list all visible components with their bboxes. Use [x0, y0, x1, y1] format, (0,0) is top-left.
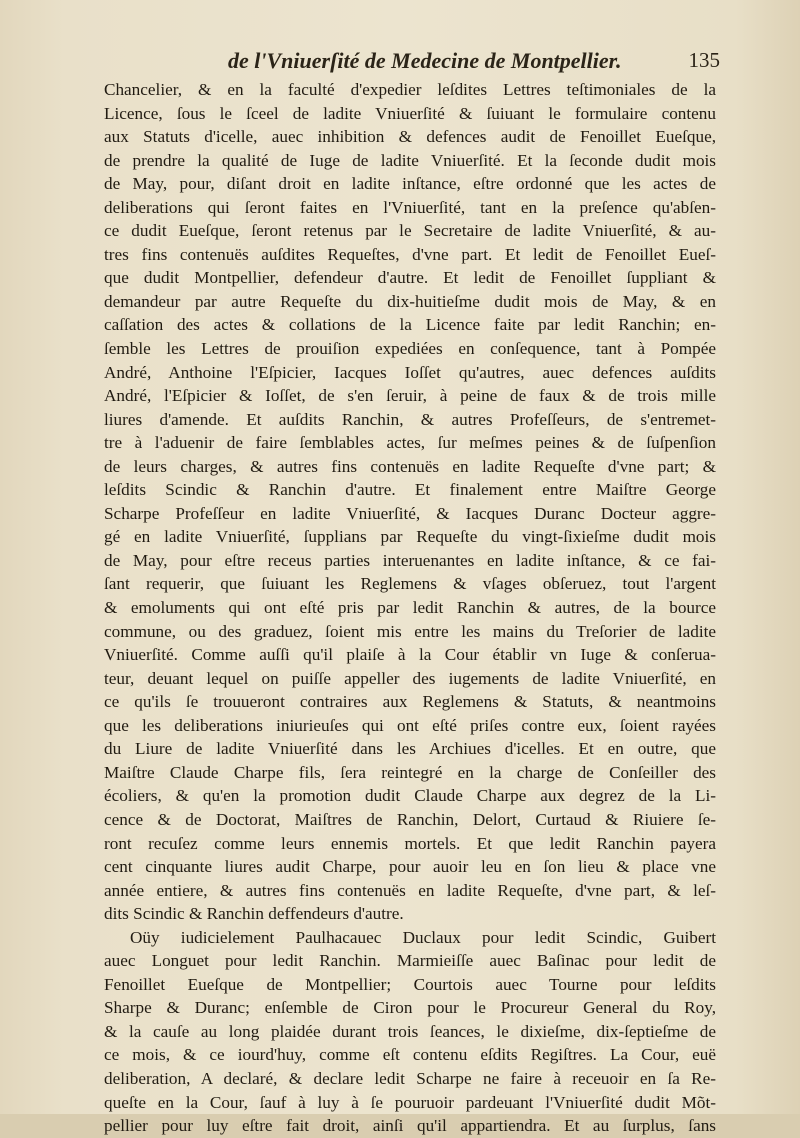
text-line: leſdits Scindic & Ranchin d'autre. Et finalement entre Maiſtre George: [104, 480, 716, 500]
text-line: Vniuerſité. Comme auſſi qu'il plaiſe à la Cour établir vn Iuge & conſerua-: [104, 645, 716, 665]
text-line: & emoluments qui ont eſté pris par ledit Ranchin & autres, de la bource: [104, 598, 716, 618]
page-number: 135: [688, 48, 720, 72]
text-line: deliberations qui ſeront faites en l'Vniuerſité, tant en la preſence qu'abſen-: [104, 197, 716, 217]
text-line: ce mois, & ce iourd'huy, comme eſt contenu eſdits Regiſtres. La Cour, euë: [104, 1045, 716, 1065]
text-line: ce qu'ils ſe trouueront contraires aux Reglemens & Statuts, & neantmoins: [104, 692, 716, 712]
text-line: Scharpe Profeſſeur en ladite Vniuerſité, & Iacques Duranc Docteur aggre-: [104, 503, 716, 523]
text-line: ſemble les Lettres de prouiſion expediées en conſequence, tant à Pompée: [104, 339, 716, 359]
text-line: tres fins contenuës auſdites Requeſtes, d'vne part. Et ledit de Fenoillet Eueſ-: [104, 244, 716, 264]
running-head: de l'Vniuerſité de Medecine de Montpellier.: [228, 48, 622, 73]
text-line: Oüy iudicielement Paulhacauec Duclaux pour ledit Scindic, Guibert: [130, 927, 716, 947]
text-line: queſte en la Cour, ſauf à luy à ſe pouruoir pardeuant l'Vniuerſité dudit Mõt-: [104, 1092, 716, 1112]
text-line: de leurs charges, & autres fins contenuës en ladite Requeſte d'vne part; &: [104, 456, 716, 476]
body-text: [104, 78, 716, 1138]
text-line: commune, ou des graduez, ſoient mis entre les mains du Treſorier de ladite: [104, 621, 716, 641]
text-line: cence & de Doctorat, Maiſtres de Ranchin, Delort, Curtaud & Riuiere ſe-: [104, 809, 716, 829]
text-line: Maiſtre Claude Charpe fils, ſera reintegré en la charge de Conſeiller des: [104, 762, 716, 782]
text-line: deliberation, A declaré, & declare ledit Scharpe ne faire à receuoir en ſa Re-: [104, 1068, 716, 1088]
text-line: tre à l'aduenir de faire ſemblables actes, ſur meſmes peines & de ſuſpenſion: [104, 433, 716, 453]
text-line: liures d'amende. Et auſdits Ranchin, & autres Profeſſeurs, de s'entremet-: [104, 409, 716, 429]
text-line: caſſation des actes & collations de la Licence faite par ledit Ranchin; en-: [104, 315, 716, 335]
text-line: Licence, ſous le ſceel de ladite Vniuerſité & ſuiuant le formulaire contenu: [104, 103, 716, 123]
text-line: Fenoillet Eueſque de Montpellier; Courtois auec Tourne pour leſdits: [104, 974, 716, 994]
text-line: & la cauſe au long plaidée durant trois ſeances, le dixieſme, dix-ſeptieſme de: [104, 1021, 716, 1041]
text-line: de May, pour eſtre receus parties interuenantes en ladite inſtance, & ce fai-: [104, 550, 716, 570]
text-line: de May, pour, diſant droit en ladite inſtance, eſtre ordonné que les actes de: [104, 174, 716, 194]
text-line: que dudit Montpellier, defendeur d'autre. Et ledit de Fenoillet ſuppliant &: [104, 268, 716, 288]
text-line: André, l'Eſpicier & Ioſſet, de s'en ſeruir, à peine de faux & de trois mille: [104, 386, 716, 406]
text-line: que les deliberations iniurieuſes qui ont eſté priſes contre eux, ſoient rayées: [104, 715, 716, 735]
text-line: demandeur par autre Requeſte du dix-huitieſme dudit mois de May, & en: [104, 291, 716, 311]
page-header: [0, 48, 800, 78]
text-line: Chancelier, & en la faculté d'expedier leſdites Lettres teſtimoniales de la: [104, 80, 716, 99]
text-line: pellier pour luy eſtre fait droit, ainſi qu'il appartiendra. Et au ſurplus, ſans: [104, 1116, 716, 1136]
text-line: auec Longuet pour ledit Ranchin. Marmieiſſe auec Baſinac pour ledit de: [104, 951, 716, 971]
text-line: année entiere, & autres fins contenuës en ladite Requeſte, d'vne part, & leſ-: [104, 880, 716, 900]
text-line: du Liure de ladite Vniuerſité dans les Archiues d'icelles. Et en outre, que: [104, 739, 716, 759]
text-line: teur, deuant lequel on puiſſe appeller des iugements de ladite Vniuerſité, en: [104, 668, 716, 688]
text-line: aux Statuts d'icelle, auec inhibition & defences audit de Fenoillet Eueſque,: [104, 127, 716, 147]
text-line: écoliers, & qu'en la promotion dudit Claude Charpe aux degrez de la Li-: [104, 786, 716, 806]
text-line: ſant requerir, que ſuiuant les Reglemens & vſages obſeruez, tout l'argent: [104, 574, 716, 594]
text-line: Sharpe & Duranc; enſemble de Ciron pour le Procureur General du Roy,: [104, 998, 716, 1018]
text-line: cent cinquante liures audit Charpe, pour auoir leu en ſon lieu & place vne: [104, 857, 716, 877]
text-line: gé en ladite Vniuerſité, ſupplians par Requeſte du vingt-ſixieſme dudit mois: [104, 527, 716, 547]
text-line: André, Anthoine l'Eſpicier, Iacques Ioſſet qu'autres, auec defences auſdits: [104, 362, 716, 382]
text-line: ce dudit Eueſque, ſeront retenus par le Secretaire de ladite Vniuerſité, & au-: [104, 221, 716, 241]
text-line: ront recuſez comme leurs ennemis mortels. Et que ledit Ranchin payera: [104, 833, 716, 853]
text-line: de prendre la qualité de Iuge de ladite Vniuerſité. Et la ſeconde dudit mois: [104, 150, 716, 170]
text-line: dits Scindic & Ranchin deffendeurs d'autre.: [104, 904, 404, 924]
